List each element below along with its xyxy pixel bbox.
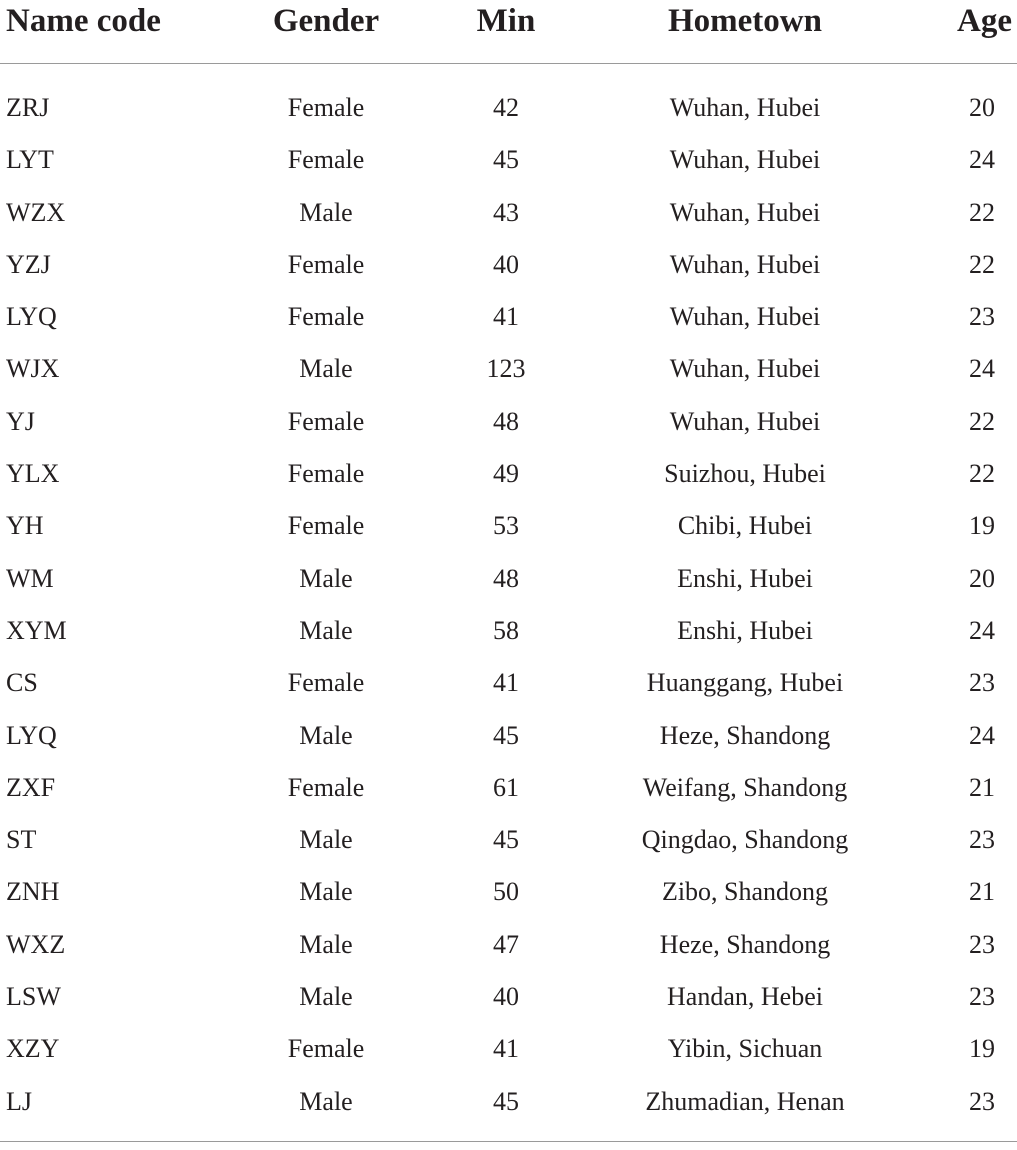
table-row: [0, 1023, 1017, 1075]
cell-age: 19: [969, 1034, 995, 1064]
cell-hometown: Wuhan, Hubei: [669, 354, 821, 384]
cell-hometown: Qingdao, Shandong: [641, 825, 849, 855]
cell-min: 53: [493, 511, 519, 541]
cell-min: 48: [493, 563, 519, 593]
cell-min: 123: [486, 354, 526, 384]
cell-hometown: Chibi, Hubei: [677, 511, 813, 541]
cell-gender: Female: [287, 1034, 365, 1064]
cell-gender: Female: [287, 772, 365, 802]
cell-name-code: LSW: [6, 982, 61, 1012]
table-row: [0, 343, 1017, 395]
table-row: [0, 448, 1017, 500]
cell-name-code: WJX: [6, 354, 60, 384]
cell-gender: Female: [287, 406, 365, 436]
cell-hometown: Wuhan, Hubei: [669, 197, 821, 227]
cell-name-code: CS: [6, 668, 38, 698]
cell-min: 50: [493, 877, 519, 907]
cell-gender: Female: [287, 302, 365, 332]
cell-age: 23: [969, 825, 995, 855]
cell-name-code: LYT: [6, 145, 54, 175]
cell-min: 41: [493, 1034, 519, 1064]
cell-name-code: YZJ: [6, 249, 51, 279]
header-gender: Gender: [272, 3, 380, 39]
cell-gender: Male: [299, 720, 353, 750]
table-row: [0, 814, 1017, 866]
cell-name-code: LYQ: [6, 302, 57, 332]
table-row: [0, 605, 1017, 657]
cell-age: 22: [969, 406, 995, 436]
cell-name-code: ZXF: [6, 772, 56, 802]
cell-gender: Male: [299, 354, 353, 384]
cell-min: 40: [493, 982, 519, 1012]
cell-age: 22: [969, 197, 995, 227]
cell-age: 24: [969, 354, 995, 384]
cell-hometown: Wuhan, Hubei: [669, 145, 821, 175]
table-row: [0, 291, 1017, 343]
cell-hometown: Heze, Shandong: [659, 929, 831, 959]
cell-min: 40: [493, 249, 519, 279]
cell-min: 45: [493, 720, 519, 750]
table-row: [0, 866, 1017, 918]
cell-name-code: LJ: [6, 1086, 32, 1116]
cell-min: 58: [493, 615, 519, 645]
cell-name-code: WM: [6, 563, 54, 593]
table-header-row: [0, 0, 1017, 64]
cell-age: 23: [969, 1086, 995, 1116]
cell-age: 24: [969, 720, 995, 750]
cell-min: 47: [493, 929, 519, 959]
table-row: [0, 1076, 1017, 1128]
table-bottom-rule: [0, 1141, 1017, 1142]
table-row: [0, 134, 1017, 186]
cell-age: 20: [969, 563, 995, 593]
cell-age: 19: [969, 511, 995, 541]
cell-hometown: Suizhou, Hubei: [664, 459, 826, 489]
cell-name-code: ST: [6, 825, 37, 855]
table-row: [0, 762, 1017, 814]
cell-min: 48: [493, 406, 519, 436]
cell-name-code: ZRJ: [6, 93, 50, 122]
table-row: [0, 82, 1017, 134]
cell-hometown: Weifang, Shandong: [642, 772, 848, 802]
cell-gender: Female: [287, 93, 365, 122]
cell-name-code: WZX: [6, 197, 66, 227]
cell-name-code: XZY: [6, 1034, 60, 1064]
table-row: [0, 187, 1017, 239]
header-hometown: Hometown: [668, 3, 822, 39]
cell-age: 21: [969, 772, 995, 802]
cell-age: 24: [969, 615, 995, 645]
cell-gender: Male: [299, 825, 353, 855]
cell-age: 23: [969, 302, 995, 332]
cell-hometown: Enshi, Hubei: [677, 615, 813, 645]
cell-hometown: Zhumadian, Henan: [645, 1086, 845, 1116]
cell-min: 42: [493, 93, 519, 122]
cell-min: 41: [493, 668, 519, 698]
cell-gender: Female: [287, 668, 365, 698]
cell-hometown: Handan, Hebei: [667, 982, 823, 1012]
cell-hometown: Wuhan, Hubei: [669, 93, 821, 122]
cell-age: 21: [969, 877, 995, 907]
cell-min: 45: [493, 145, 519, 175]
header-min: Min: [476, 3, 536, 39]
cell-name-code: LYQ: [6, 720, 57, 750]
table-body: [0, 64, 1017, 1128]
cell-gender: Female: [287, 249, 365, 279]
cell-min: 45: [493, 825, 519, 855]
cell-hometown: Zibo, Shandong: [661, 877, 829, 907]
cell-hometown: Enshi, Hubei: [677, 563, 813, 593]
cell-age: 23: [969, 668, 995, 698]
cell-gender: Female: [287, 459, 365, 489]
cell-name-code: YJ: [6, 406, 35, 436]
cell-age: 20: [969, 93, 995, 122]
cell-age: 23: [969, 982, 995, 1012]
cell-gender: Female: [287, 145, 365, 175]
table-row: [0, 396, 1017, 448]
cell-name-code: YLX: [6, 459, 60, 489]
cell-age: 24: [969, 145, 995, 175]
cell-gender: Male: [299, 929, 353, 959]
cell-min: 43: [493, 197, 519, 227]
cell-age: 23: [969, 929, 995, 959]
cell-gender: Male: [299, 982, 353, 1012]
cell-name-code: WXZ: [6, 929, 66, 959]
table-row: [0, 919, 1017, 971]
cell-gender: Female: [287, 511, 365, 541]
cell-name-code: ZNH: [6, 877, 60, 907]
cell-hometown: Wuhan, Hubei: [669, 249, 821, 279]
cell-gender: Male: [299, 1086, 353, 1116]
header-age: Age: [957, 3, 1012, 39]
cell-gender: Male: [299, 563, 353, 593]
cell-age: 22: [969, 459, 995, 489]
table-row: [0, 710, 1017, 762]
table-row: [0, 500, 1017, 552]
cell-gender: Male: [299, 197, 353, 227]
cell-hometown: Wuhan, Hubei: [669, 406, 821, 436]
table-row: [0, 239, 1017, 291]
cell-min: 41: [493, 302, 519, 332]
cell-hometown: Yibin, Sichuan: [667, 1034, 823, 1064]
cell-min: 49: [493, 459, 519, 489]
cell-name-code: YH: [6, 511, 44, 541]
header-name-code: Name code: [6, 3, 161, 39]
cell-hometown: Heze, Shandong: [659, 720, 831, 750]
cell-min: 45: [493, 1086, 519, 1116]
table-row: [0, 657, 1017, 709]
cell-hometown: Huanggang, Hubei: [646, 668, 844, 698]
cell-gender: Male: [299, 877, 353, 907]
table-row: [0, 971, 1017, 1023]
cell-age: 22: [969, 249, 995, 279]
cell-min: 61: [493, 772, 519, 802]
table-row: [0, 553, 1017, 605]
cell-name-code: XYM: [6, 615, 67, 645]
cell-hometown: Wuhan, Hubei: [669, 302, 821, 332]
cell-gender: Male: [299, 615, 353, 645]
